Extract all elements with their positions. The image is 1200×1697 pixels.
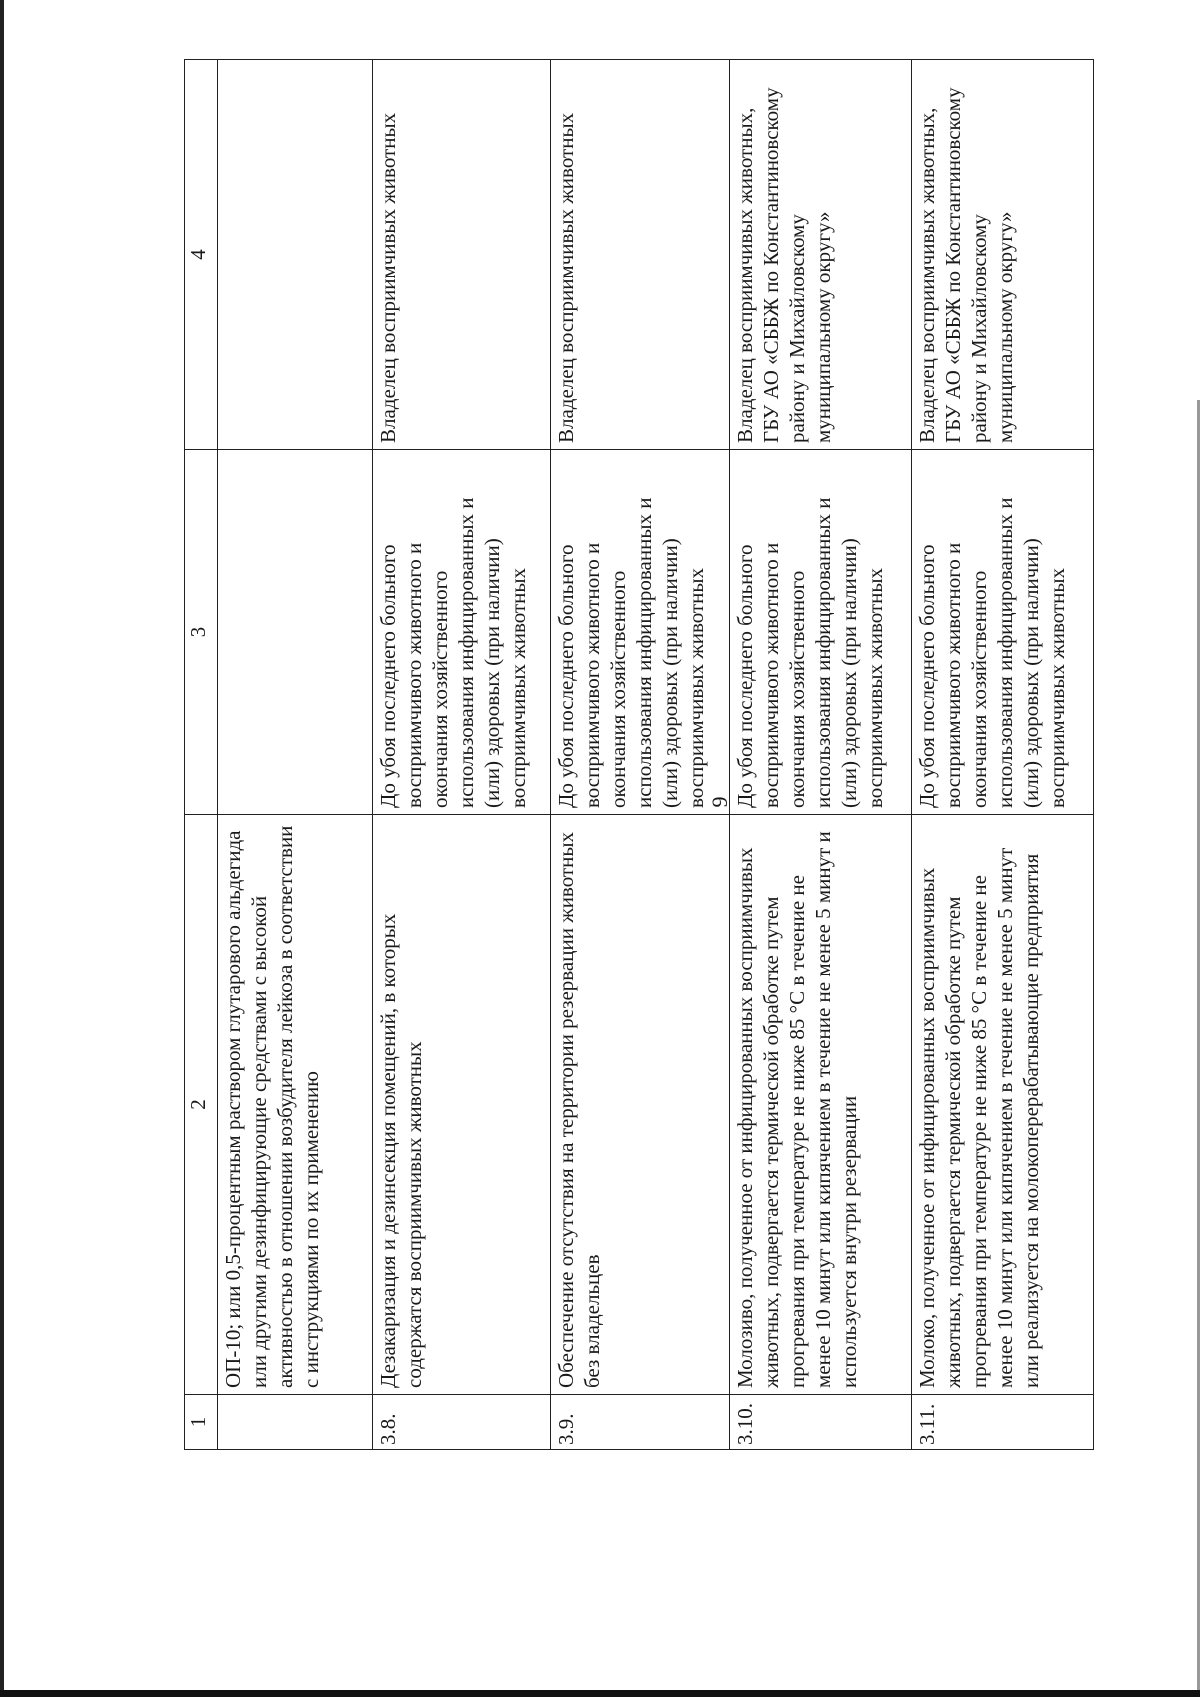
table-row	[373, 60, 551, 1450]
responsible-cell	[218, 60, 373, 450]
term-cell: До убоя последнего больного восприимчивого животного и окончания хозяйственного использования инфицированных и (или) здоровых (при наличии) восприимчивых животных	[911, 450, 1093, 815]
term-cell: До убоя последнего больного восприимчивого животного и окончания хозяйственного использования инфицированных и (или) здоровых (при наличии) восприимчивых животных	[729, 450, 911, 815]
row-number: 3.11.	[911, 1395, 1093, 1450]
header-col-1: 1	[185, 1395, 218, 1450]
table-row	[218, 60, 373, 1450]
table-row	[729, 60, 911, 1450]
measure-cell: Молозиво, полученное от инфицированных восприимчивых животных, подвергается термической обработке путем прогревания при температуре не ниже 85 °С в течение не менее 10 минут или кипячением в течение не менее 5 минут и используется внутри резервации	[729, 815, 911, 1395]
row-number	[218, 1395, 373, 1450]
table-row	[551, 60, 729, 1450]
responsible-cell: Владелец восприимчивых животных	[551, 60, 729, 450]
header-col-3: 3	[185, 450, 218, 815]
table-header-row	[185, 60, 218, 1450]
measures-table	[184, 59, 1094, 1450]
page-number: 9	[707, 796, 732, 808]
term-cell	[218, 450, 373, 815]
measure-cell: Обеспечение отсутствия на территории резервации животных без владельцев	[551, 815, 729, 1395]
responsible-cell: Владелец восприимчивых животных	[373, 60, 551, 450]
measure-cell: Дезакаризация и дезинсекция помещений, в которых содержатся восприимчивых животных	[373, 815, 551, 1395]
measure-cell: ОП-10; или 0,5-процентным раствором глутарового альдегида или другими дезинфицирующие средствами с высокой активностью в отношении возбудителя лейкоза в соответствии с инструкциями по их применению	[218, 815, 373, 1395]
row-number: 3.9.	[551, 1395, 729, 1450]
term-cell: До убоя последнего больного восприимчивого животного и окончания хозяйственного использования инфицированных и (или) здоровых (при наличии) восприимчивых животных	[551, 450, 729, 815]
measures-table-rotated	[184, 60, 1094, 1450]
row-number: 3.10.	[729, 1395, 911, 1450]
table-row	[911, 60, 1093, 1450]
header-col-2: 2	[185, 815, 218, 1395]
measure-cell: Молоко, полученное от инфицированных восприимчивых животных, подвергается термической обработке путем прогревания при температуре не ниже 85 °С в течение не менее 10 минут или кипячением в течение не менее 5 минут или реализуется на молокоперерабатывающие предприятия	[911, 815, 1093, 1395]
responsible-cell: Владелец восприимчивых животных, ГБУ АО «СББЖ по Константиновскому району и Михайловскому муниципальному округу»	[729, 60, 911, 450]
scan-edge-left	[0, 0, 4, 1697]
responsible-cell: Владелец восприимчивых животных, ГБУ АО «СББЖ по Константиновскому району и Михайловскому муниципальному округу»	[911, 60, 1093, 450]
row-number: 3.8.	[373, 1395, 551, 1450]
header-col-4: 4	[185, 60, 218, 450]
scan-edge-bottom	[0, 1690, 1200, 1697]
term-cell: До убоя последнего больного восприимчивого животного и окончания хозяйственного использования инфицированных и (или) здоровых (при наличии) восприимчивых животных	[373, 450, 551, 815]
